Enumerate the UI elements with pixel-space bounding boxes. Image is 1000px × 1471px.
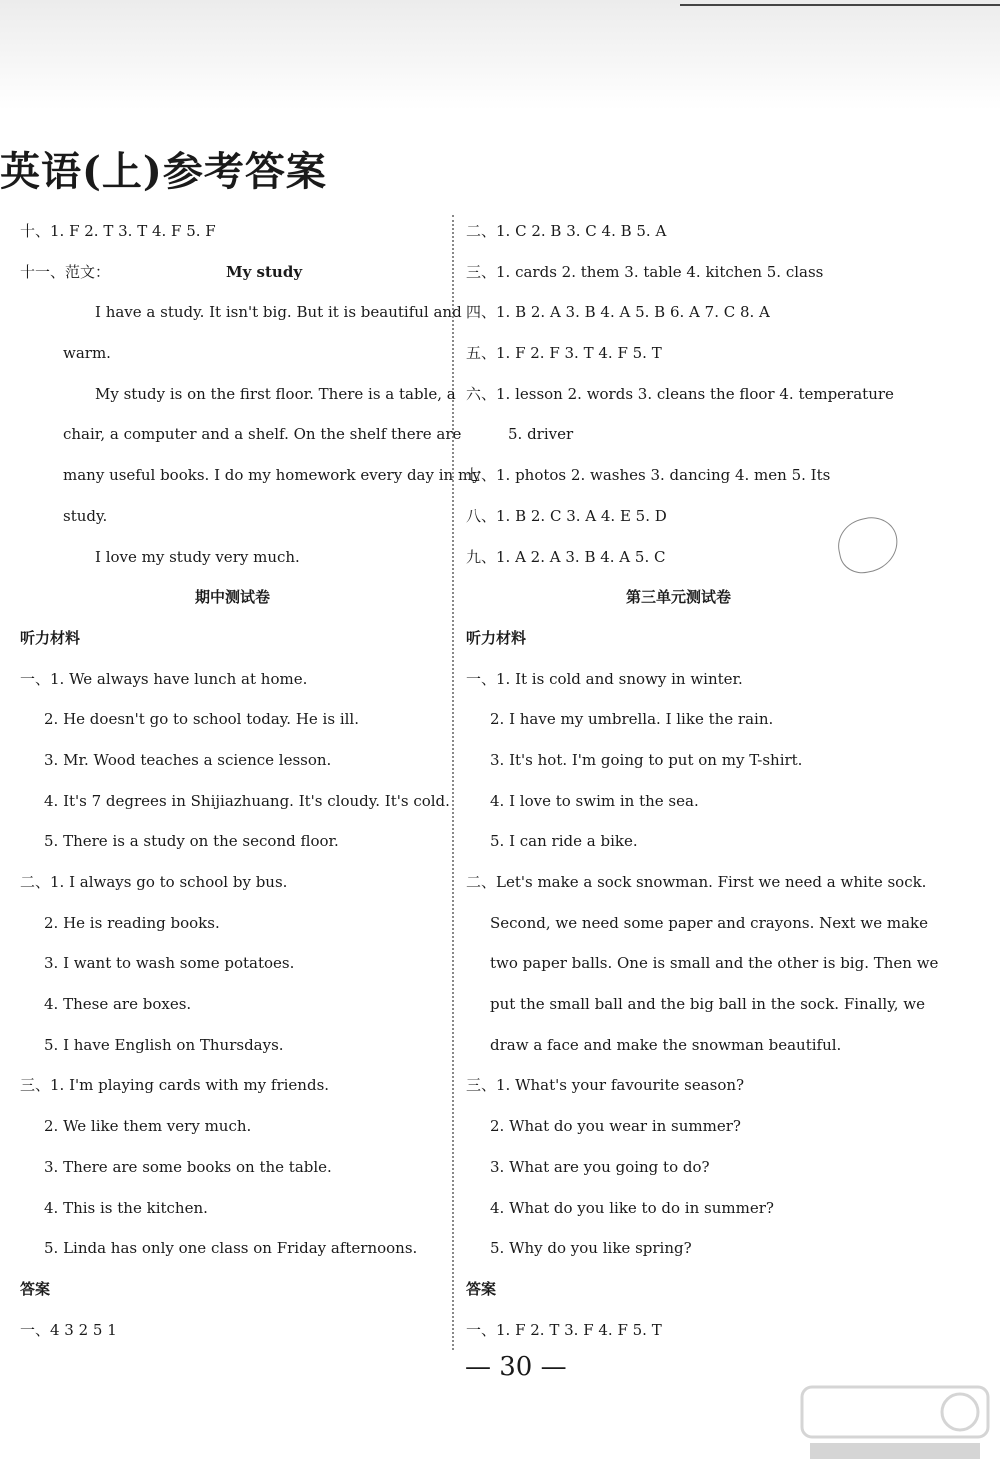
listening-line: 4. This is the kitchen. — [44, 1198, 208, 1217]
scan-header-band — [0, 0, 1000, 110]
left-column — [20, 214, 481, 1353]
answer-line: 六、1. lesson 2. words 3. cleans the floor 4. temperature — [466, 384, 894, 403]
answer-line: 八、1. B 2. C 3. A 4. E 5. D — [466, 506, 667, 525]
answer-line: 三、1. cards 2. them 3. table 4. kitchen 5. class — [466, 262, 824, 281]
listening-line: 2. What do you wear in summer? — [490, 1117, 741, 1136]
listening-line: 2. He is reading books. — [44, 913, 220, 932]
listening-line: 4. What do you like to do in summer? — [490, 1198, 774, 1217]
listening-line: 2. We like them very much. — [44, 1117, 252, 1136]
essay-line: chair, a computer and a shelf. On the shelf there are — [63, 425, 462, 444]
listening-line: 2. I have my umbrella. I like the rain. — [490, 710, 774, 729]
listening-line: 3. It's hot. I'm going to put on my T-shirt. — [490, 750, 803, 769]
listening-line: 4. It's 7 degrees in Shijiazhuang. It's cloudy. It's cold. — [44, 791, 450, 810]
listening-line: 3. There are some books on the table. — [44, 1157, 332, 1176]
listening-line: 一、1. It is cold and snowy in winter. — [466, 669, 743, 688]
listening-line: 三、1. What's your favourite season? — [466, 1076, 745, 1095]
listening-line: 5. Why do you like spring? — [490, 1239, 692, 1258]
listening-line: 3. What are you going to do? — [490, 1157, 710, 1176]
answer-line: 二、1. C 2. B 3. C 4. B 5. A — [466, 222, 667, 240]
answer-line: 九、1. A 2. A 3. B 4. A 5. C — [466, 547, 666, 566]
subsection-label: 听力材料 — [20, 628, 81, 647]
essay-line: many useful books. I do my homework every day in my — [63, 466, 481, 485]
listening-line: 5. I can ride a bike. — [490, 832, 638, 851]
listening-line: 5. Linda has only one class on Friday afternoons. — [44, 1239, 418, 1258]
watermark-logo — [800, 1385, 990, 1465]
listening-line: draw a face and make the snowman beautiful. — [490, 1035, 842, 1054]
listening-line: 二、Let's make a sock snowman. First we need a white sock. — [466, 873, 927, 891]
answer-line: 四、1. B 2. A 3. B 4. A 5. B 6. A 7. C 8. A — [466, 303, 770, 322]
answer-line: 一、4 3 2 5 1 — [20, 1320, 117, 1339]
essay-heading — [20, 255, 445, 296]
answer-line: 5. driver — [508, 425, 574, 444]
listening-line: 2. He doesn't go to school today. He is ill. — [44, 710, 359, 729]
section-title: 期中测试卷 — [194, 588, 270, 607]
essay-line: My study is on the first floor. There is a table, a — [95, 384, 456, 403]
essay-title: My study — [226, 262, 303, 281]
page-title: 英语(上)参考答案 — [0, 148, 327, 195]
essay-line: I have a study. It isn't big. But it is beautiful and — [95, 303, 462, 322]
listening-line: 3. I want to wash some potatoes. — [44, 954, 295, 973]
listening-line: 3. Mr. Wood teaches a science lesson. — [44, 750, 332, 769]
listening-line: 4. I love to swim in the sea. — [490, 791, 699, 810]
listening-line: 5. There is a study on the second floor. — [44, 832, 339, 851]
answer-line: 十、1. F 2. T 3. T 4. F 5. F — [20, 222, 216, 240]
section-title: 第三单元测试卷 — [625, 588, 731, 607]
answer-line: 七、1. photos 2. washes 3. dancing 4. men 5. Its — [466, 466, 831, 485]
right-column — [466, 214, 939, 1353]
listening-line: 三、1. I'm playing cards with my friends. — [20, 1076, 330, 1095]
answer-line: 一、1. F 2. T 3. F 4. F 5. T — [466, 1320, 662, 1339]
listening-line: two paper balls. One is small and the other is big. Then we — [490, 954, 939, 973]
essay-line: warm. — [63, 344, 111, 363]
listening-line: Second, we need some paper and crayons. Next we make — [490, 913, 928, 932]
listening-line: 5. I have English on Thursdays. — [44, 1035, 284, 1054]
listening-line: 4. These are boxes. — [44, 995, 192, 1014]
listening-line: 二、1. I always go to school by bus. — [20, 873, 288, 891]
essay-label: 十一、范文： — [20, 262, 111, 281]
listening-line: put the small ball and the big ball in the sock. Finally, we — [490, 995, 925, 1014]
subsection-label: 听力材料 — [466, 628, 527, 647]
subsection-label: 答案 — [20, 1279, 51, 1298]
essay-line: study. — [63, 506, 108, 525]
answer-line: 五、1. F 2. F 3. T 4. F 5. T — [466, 344, 662, 363]
listening-line: 一、1. We always have lunch at home. — [20, 669, 308, 688]
subsection-label: 答案 — [466, 1279, 497, 1298]
page-number: — 30 — — [465, 1352, 567, 1382]
essay-line: I love my study very much. — [95, 547, 300, 566]
